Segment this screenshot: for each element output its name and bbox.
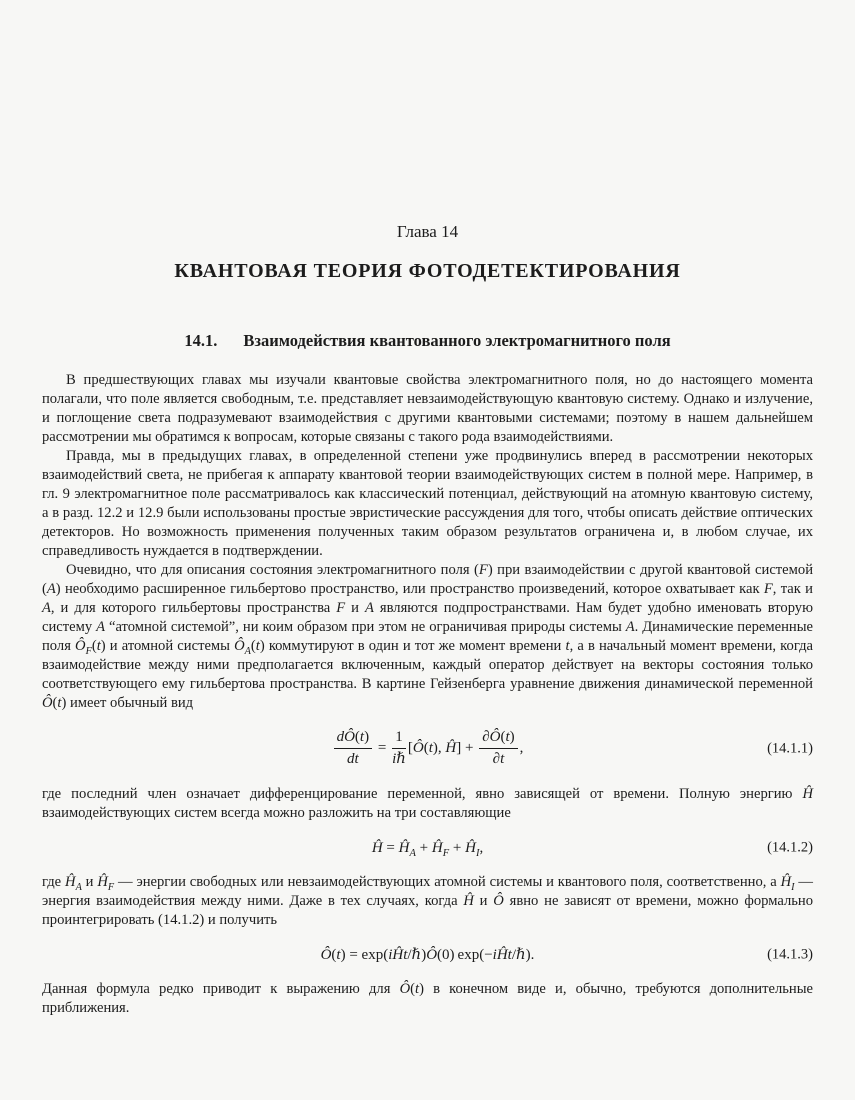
equation-14-1-1 [42,729,813,769]
equation-14-1-3 [42,946,813,964]
paragraph-3: Очевидно, что для описания состояния электромагнитного поля (F) при взаимодействии с другой квантовой системой (A) необходимо расширенное гильбертово пространство, или пространство произведений, которое охватывает как F, так и A, и для которого гильбертовы пространства F и A являются подпространствами. Нам будет удобно именовать вторую систему A “атомной системой”, ни коим образом при этом не ограничивая природы системы A. Динамические переменные поля $Ô_F(t)$ и атомной системы $Ô_A(t)$ коммутируют в один и тот же момент времени t, а в начальный момент времени, когда взаимодействие между ними предполагается включенным, каждый оператор действует на векторы состояния только соответствующего ему гильбертова пространства. В картине Гейзенберга уравнение движения динамической переменной Ô(t) имеет обычный вид [42,562,814,711]
equation-body: Ĥ = $Ĥ_A$ + $Ĥ_F$ + $Ĥ_I$, [371,839,484,859]
section-heading [42,331,813,351]
chapter-label: Глава 14 [396,222,459,241]
equation-number: (14.1.3) [767,945,813,962]
paragraph-2: Правда, мы в предыдущих главах, в определенной степени уже продвинулись вперед в рассмотрении некоторых взаимодействий света, не прибегая к аппарату квантовой теории взаимодействующих систем в полной мере. Например, в гл. 9 электромагнитное поле рассматривалось как классический потенциал, действующий на атомную квантовую систему, а в разд. 12.2 и 12.9 были использованы простые эвристические рассуждения для того, чтобы описать действие оптических детекторов. Но возможность применения полученных таким образом результатов ограничена и, в любом случае, их справедливость нуждается в подтверждении. [42,448,813,559]
section-title: Взаимодействия квантованного электромагнитного поля [243,331,671,350]
chapter-title: КВАНТОВАЯ ТЕОРИЯ ФОТОДЕТЕКТИРОВАНИЯ [174,260,681,282]
equation-14-1-2 [42,839,813,857]
equation-number: (14.1.2) [767,838,813,855]
equation-number: (14.1.1) [767,740,813,757]
paragraph-5: где $Ĥ_A$ и $Ĥ_F$ — энергии свободных или невзаимодействующих атомной системы и квантового поля, соответственно, а $Ĥ_I$ — энергия взаимодействия между ними. Даже в тех случаях, когда Ĥ и Ô явно не зависят от времени, можно формально проинтегрировать (14.1.2) и получить [42,873,814,928]
equation-body: Ô(t) = exp(iĤt/ℏ)Ô(0) exp(−iĤt/ℏ). [320,946,535,963]
paragraph-4: где последний член означает дифференцирование переменной, явно зависящей от времени. Полную энергию Ĥ взаимодействующих систем всегда можно разложить на три составляющие [42,785,813,821]
paragraph-6: Данная формула редко приводит к выражению для Ô(t) в конечном виде и, обычно, требуются дополнительные приближения. [42,980,814,1016]
equation-body: $\frac{dÔ(t)}{dt}$ = $\frac{1}{\text{iℏ}}$ [Ô(t), Ĥ] + $\frac{\partial Ô(t)}{\partial t}$ , [332,740,524,756]
section-number: 14.1. [184,331,218,350]
paragraph-1: В предшествующих главах мы изучали квантовые свойства электромагнитного поля, но до настоящего момента полагали, что поле является свободным, т.е. представляет невзаимодействующую квантовую систему. Однако и излучение, и поглощение света подразумевают взаимодействия с другими квантовыми системами; поэтому в нашем дальнейшем рассмотрении мы обратимся к вопросам, которые связаны с такого рода взаимодействиями. [42,372,813,445]
